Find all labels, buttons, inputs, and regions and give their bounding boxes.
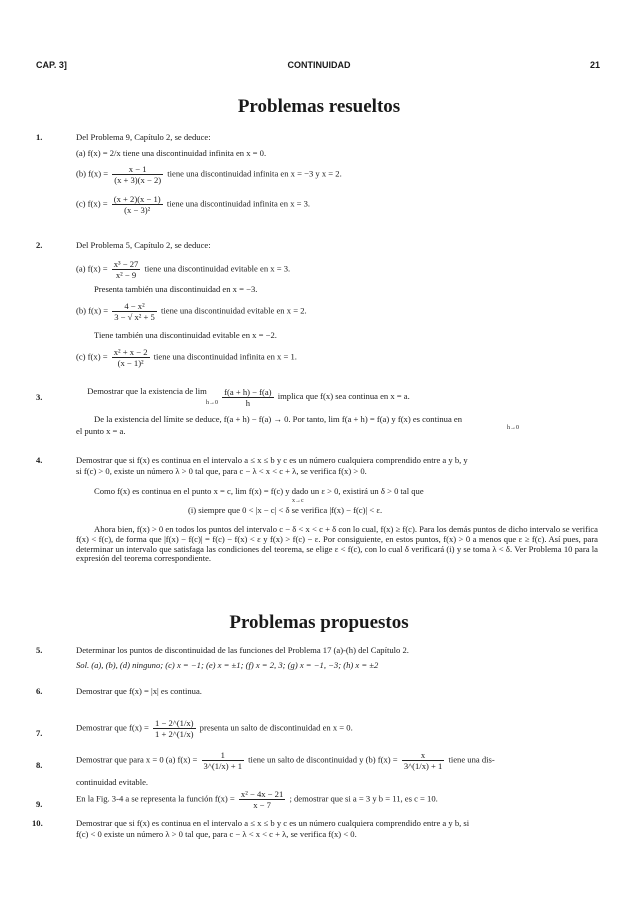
fraction-numerator: x² − 4x − 21 xyxy=(240,789,284,799)
fraction xyxy=(222,387,273,408)
statement-text: tiene un salto de discontinuidad y (b) f(x) = xyxy=(248,754,398,765)
problem-4-line-3: Como f(x) es continua en el punto x = c, lim f(x) = f(c) y dado un ε > 0, existirá un δ > 0 tal que xyxy=(94,486,424,496)
fraction-denominator: 3^(1/x) + 1 xyxy=(403,761,443,771)
problem-2-part-a xyxy=(76,259,290,280)
fraction-numerator: x xyxy=(402,750,444,761)
problem-1-intro: Del Problema 9, Capítulo 2, se deduce: xyxy=(76,132,211,142)
problem-4-line-1: Demostrar que si f(x) es continua en el intervalo a ≤ x ≤ b y c es un número cualquiera comprendido entre a y b, y xyxy=(76,455,468,465)
problem-3-statement xyxy=(76,386,410,408)
fraction-denominator: h xyxy=(245,397,250,408)
formula-label: (b) f(x) = xyxy=(76,305,109,316)
fraction-numerator: x² + x − 2 xyxy=(113,347,148,357)
fraction xyxy=(402,750,444,771)
problem-8-line-2: continuidad evitable. xyxy=(76,777,149,787)
fraction-denominator: 1 + 2^(1/x) xyxy=(155,729,194,739)
problem-3-number: 3. xyxy=(36,392,43,402)
problem-9-number: 9. xyxy=(36,799,43,809)
formula-text: tiene una discontinuidad evitable en x = 3. xyxy=(144,263,291,274)
problem-10-line-1: Demostrar que si f(x) es continua en el intervalo a ≤ x ≤ b y c es un número cualquiera comprendido entre a y b, si xyxy=(76,818,470,828)
formula-label: (a) f(x) = xyxy=(76,263,108,274)
fraction-denominator: x − 7 xyxy=(253,800,271,810)
fraction xyxy=(112,194,163,215)
problem-5-line-1: Determinar los puntos de discontinuidad de las funciones del Problema 17 (a)-(h) del Capítulo 2. xyxy=(76,645,409,655)
fraction-denominator: (x − 1)² xyxy=(117,358,144,368)
problem-4-line-2: si f(c) > 0, existe un número λ > 0 tal que, para c − λ < x < c + λ, se verifica f(x) > 0. xyxy=(76,466,367,476)
problem-9-statement xyxy=(76,789,438,810)
problem-8-statement xyxy=(76,750,495,771)
section-title-proposed: Problemas propuestos xyxy=(229,612,409,633)
problem-5-number: 5. xyxy=(36,645,43,655)
fraction-denominator: 3^(1/x) + 1 xyxy=(203,761,243,771)
statement-text: implica que f(x) sea continua en x = a. xyxy=(277,390,410,401)
limit-subscript: h→0 xyxy=(507,425,519,431)
formula-label: (c) f(x) = xyxy=(76,351,108,362)
statement-text: presenta un salto de discontinuidad en x = 0. xyxy=(199,722,353,733)
formula-text: tiene una discontinuidad evitable en x = 2. xyxy=(160,305,307,316)
problem-2-note-a: Presenta también una discontinuidad en x = −3. xyxy=(94,284,258,294)
problem-1-part-a: (a) f(x) = 2/x tiene una discontinuidad infinita en x = 0. xyxy=(76,148,267,158)
problem-2-part-b xyxy=(76,301,307,322)
problem-7-number: 7. xyxy=(36,728,43,738)
statement-text: ; demostrar que si a = 3 y b = 11, es c = 10. xyxy=(289,793,438,804)
limit-expression xyxy=(76,386,218,408)
problem-4-paragraph: Ahora bien, f(x) > 0 en todos los puntos del intervalo c − δ < x < c + δ con lo cual, f(x) ≥ f(c). Para los demás puntos de dicho intervalo se verifica f(x) < f(c), de forma que |f(x) − f(c)| = f(c) − f(x) < ε y f(x) > f(c) − ε. Por consiguiente, en estos puntos, f(x) > 0 a menos que ε ≥ f(c). Así pues, para determinar un intervalo que satisfaga las condiciones del teorema, se elige ε < f(c), con lo cual δ verificará (i) y se toma λ < δ. Ver Problema 10 para la expresión del teorema correspondiente. xyxy=(76,524,598,564)
fraction-numerator: f(a + h) − f(a) xyxy=(224,386,272,397)
fraction-numerator: 4 − x² xyxy=(112,301,157,312)
fraction-denominator: (x − 3)² xyxy=(124,205,151,215)
fraction-denominator: x² − 9 xyxy=(115,270,137,280)
fraction xyxy=(202,750,244,771)
page-number: 21 xyxy=(590,60,601,70)
problem-7-statement xyxy=(76,718,353,739)
problem-2-part-c xyxy=(76,347,297,368)
formula-label: (b) f(x) = xyxy=(76,168,109,179)
statement-text: tiene una dis- xyxy=(448,754,495,765)
fraction xyxy=(112,259,141,280)
statement-text: Demostrar que f(x) = xyxy=(76,722,149,733)
fraction-denominator: (x + 3)(x − 2) xyxy=(114,175,162,185)
statement-text: Demostrar que para x = 0 (a) f(x) = xyxy=(76,754,198,765)
problem-8-number: 8. xyxy=(36,760,43,770)
fraction xyxy=(112,347,150,368)
fraction xyxy=(153,718,195,739)
statement-text: Demostrar que la existencia de lim xyxy=(87,386,207,396)
chapter-label: CAP. 3] xyxy=(36,60,67,70)
fraction xyxy=(112,301,157,322)
statement-text: En la Fig. 3-4 a se representa la función f(x) = xyxy=(76,793,235,804)
formula-text: tiene una discontinuidad infinita en x = −3 y x = 2. xyxy=(167,168,342,179)
problem-2-number: 2. xyxy=(36,240,43,250)
fraction-numerator: x − 1 xyxy=(112,164,163,175)
problem-10-number: 10. xyxy=(32,818,43,828)
problem-2-intro: Del Problema 5, Capítulo 2, se deduce: xyxy=(76,240,211,250)
running-title: CONTINUIDAD xyxy=(287,60,351,70)
fraction xyxy=(112,164,163,185)
formula-label: (c) f(x) = xyxy=(76,198,108,209)
problem-1-part-c xyxy=(76,194,310,215)
problem-1-number: 1. xyxy=(36,132,43,142)
problem-3-solution: De la existencia del límite se deduce, f(a + h) − f(a) → 0. Por tanto, lim f(a + h) = f(a) y f(x) es continua en xyxy=(94,414,463,424)
formula-text: tiene una discontinuidad infinita en x = 3. xyxy=(166,198,311,209)
formula-text: tiene una discontinuidad infinita en x = 1. xyxy=(153,351,297,362)
fraction-numerator: x³ − 27 xyxy=(113,259,139,269)
problem-6-number: 6. xyxy=(36,686,43,696)
problem-10-line-2: f(c) < 0 existe un número λ > 0 tal que, para c − λ < x < c + λ, se verifica f(x) < 0. xyxy=(76,829,357,839)
problem-2-note-b: Tiene también una discontinuidad evitable en x = −2. xyxy=(94,330,277,340)
problem-6-statement: Demostrar que f(x) = |x| es continua. xyxy=(76,686,202,696)
limit-subscript: x→c xyxy=(292,498,304,504)
problem-4-condition: (i) siempre que 0 < |x − c| < δ se verifica |f(x) − f(c)| < ε. xyxy=(188,505,383,515)
fraction-numerator: 1 xyxy=(202,750,244,761)
section-title-solved: Problemas resueltos xyxy=(237,96,401,117)
problem-5-solution: Sol. (a), (b), (d) ninguno; (c) x = −1; (e) x = ±1; (f) x = 2, 3; (g) x = −1, −3; (h) x = ±2 xyxy=(76,660,379,670)
problem-4-number: 4. xyxy=(36,455,43,465)
limit-subscript: h→0 xyxy=(206,400,218,406)
fraction xyxy=(239,789,285,810)
problem-1-part-b xyxy=(76,164,342,185)
fraction-numerator: (x + 2)(x − 1) xyxy=(113,194,161,204)
fraction-denominator: 3 − √ x² + 5 xyxy=(114,312,155,322)
problem-3-solution-end: el punto x = a. xyxy=(76,426,126,436)
fraction-numerator: 1 − 2^(1/x) xyxy=(155,718,194,728)
